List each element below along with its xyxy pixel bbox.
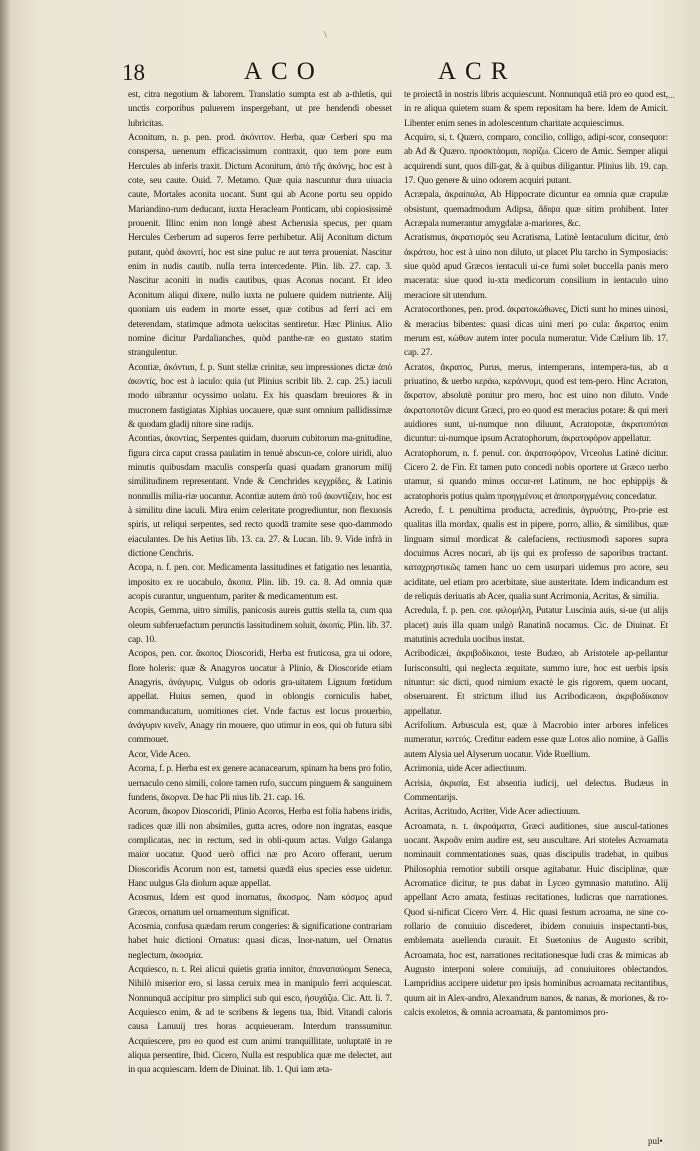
entry-acopos: Acopos, pen. cor. ἄκοπος Dioscoridi, Herba est fruticosa, gra ui odore, flore holeris: quæ & Anagyros uocatur à Plinio, & Dioscoride etiam Anagyris, ἀνάγυρις. Vulgus ob odoris gra-uitatem Lignum fœtidum appellat. Huius semen, quod in oblongis corniculis habet, commanducatum, uomitiones ciet. Vnde factus est locus prouerbio, ἀνάγυριν κινεῖν, Anagy rin mouere, quo utimur in eos, qui ob futura sibi commouet.: [128, 649, 392, 746]
entry-continued: te proiectâ in nostris libris acquiescunt. Nonnunquā etiā pro eo quod est, in re aliqua quietem suam & spem repositam ha bere. Idem de Amicit. Libenter enim senes in adolescentum charitate acquiescimus.: [404, 90, 668, 129]
entry-acosmia: Acosmia, confusa quædam rerum congeries: & significatione contrariam habet huic dictioni Ornatus: quasi dicas, Inor-natum, uel Ornatus neglectum, ἀκοσμία.: [128, 921, 392, 961]
catchword: pul•: [648, 1136, 663, 1146]
entry-acrimonia: Acrimonia, uide Acer adiectiuum.: [404, 764, 527, 775]
right-text-column: [404, 88, 668, 1020]
entry-acosmus: Acosmus, Idem est quod inornatus, ἄκοσμος. Nam κόσμος apud Græcos, ornatum uel ornamentum significat.: [128, 893, 392, 918]
entry-acquiro: Acquiro, si, t. Quæro, comparo, concilio, colligo, adipi-scor, consequor: ab Ad & Quæro. προσκτάομαι, πορίζω. Cicero de Amic. Semper aliqui acquirendi sunt, quos dilī-gat, & à quibus diligantur. Plinius lib. 19. cap. 17. Quo genere & uino odorem acquiri putant.: [404, 133, 668, 187]
entry-acroamata: Acroamata, n. t. ἀκροάματα, Græci auditiones, siue auscul-tationes uocant. Ἀκροᾶν enim audire est, seu auscultare. Ari stoteles Acroamata nominauit commentationes suas, quas discipulis tradebat, in quibus Philosophia remotior subtili orsque agitabatur. Huic disciplinæ, quæ Acromatice dicitur, te pus dabat in Lyceo gymnasio matutino. Alij appellant Acro amata, festiuas recitationes, ludicras que narrationes. Quod si-nificat Cicero Verr. 4. Hic quasi festum acroama, ne sine co-rollario de conuiuio discederet, ibidem conuiuis inspectanti-bus, emblemata auellenda curauit. Et Suetonius de Augusto scribit, Acroamata, hoc est, narrationes recitationesque ludi cras & mimicas ab Augusto interponi solere conuiuijs, ad conuiuitores oblectandos. Lampridius accipere uidetur pro ipsis hominibus acroamata recitantibus, quum ait in Alex-andro, Alexandrum nanos, & nanas, & moriones, & ro-calcis exoletos, & omnia acroamata, & pantomimos pro-: [404, 821, 668, 1018]
left-text-column: [128, 88, 392, 1078]
entry-acratocorthones: Acratocorthones, pen. prod. ἀκρατοκώθωνες, Dicti sunt ho mines uinosi, & meracius bibentes: quasi dicas uini meri po cula: ἄκρατος enim merum est, κώθων autem inter pocula numeratur. Vide Cælium lib. 17. cap. 27.: [404, 305, 668, 359]
entry-acratophorum: Acratophorum, n. f. penul. cor. ἀκρατοφόρον, Vrceolus Latinè dicitur. Cicero 2. de Fin. Et tamen puto concedi nobis oportere ut Græco uerbo utamur, si quando minus occur-ret Latinum, ne hoc ephippijs & acratophoris potius quàm προηγμένοις et ἀποπροηγμένοις concedatur.: [404, 448, 668, 502]
entry-acrifolium: Acrifolium. Arbuscula est, quæ à Macrobio inter arbores infelices numeratur, κοττός. Creditur eadem esse quæ Lotos alio nomine, à Gallis autem Alysia uel Alyserum uocatur. Vide Ruellium.: [404, 721, 668, 760]
top-mark: \: [324, 30, 327, 41]
entry-acribodicaei: Acribodicæi, ἀκριβοδίκαιοι, teste Budæo, ab Aristotele ap-pellantur Iurisconsulti, qui neglecta æquitate, summo iure, hoc est uerbis ipsis nituntur: sic dicti, quod nimium exactè le gis rigorem, quem uocant, obseruarent. Et strictum illud ius Acribodicæon, ἀκριβοδίκαιον appellatur.: [404, 649, 668, 717]
entry-acredula: Acredula, f. p. pen. cor. φιλομήλη, Putatur Luscinia auis, si-ue (ut alijs placet) auis illa quam uulgò Ranatinā nocamus. Cic. de Diuinat. Et matutinis acredula uocibus instat.: [404, 606, 668, 646]
margin-mark: ...: [668, 90, 675, 100]
entry-paragraph: est, citra negotium & laborem. Translatio sumpta est ab a-thletis, qui unctis corporibus puluerem inspergebant, ut pre hendendi obesset lubricitas.: [128, 90, 392, 129]
page-number: 18: [122, 60, 145, 85]
entry-acredo: Acredo, f. t. penultima producta, acredinis, ἀγρυότης, Pro-prie est qualitas illa mordax, qualis est in pipere, porro, allio, & similibus, quæ linguam simul mordicat & calefaciens, rectiusmodi sapores supra docuimus Acres nocari, ab ijs qui ex professo de saporibus tractant. καταχρηστικῶς tamen hanc uo cem usurpari uidemus pro acore, seu aciditate, uel etiam pro acerbitate, siue austeritate. Idem indicandum est de reliquis deriuatis ab Acer, qualia sunt Acrimonia, Acritas, & similia.: [404, 505, 668, 603]
running-head-right: ACR: [438, 58, 517, 85]
running-head-left: ACO: [244, 58, 324, 85]
entry-acontias: Acontias, ἀκοντίας, Serpentes quidam, duorum cubitorum ma-gnitudine, figura circa caput crassa paulatim in tenuè abscun-ce, colore uiridi, aluo minutis quibusdam maculis consperſa quasi quadam granorum milij similitudinem representant. Vnde & Cenchrides κεγχρίδες, & Latinis nonnullis milia-riæ uocantur. Acontiæ autem ἀπὸ τοῦ ἀκοντίζειν, hoc est à similitu dine iaculi. Mira enim celeritate progrediuntur, non flexuosis spiris, ut reliqui serpentes, sed recto quodā tramite sese quo-dammodo eiaculantes. De his Aetius lib. 13. ca. 27. & Lucan. lib. 9. Vide infrà in dictione Cenchris.: [128, 434, 392, 559]
entry-acopa: Acopa, n. f. pen. cor. Medicamenta lassitudines et fatigatio nes leuantia, imposito ex re uocabulo, ἄκοπα. Plin. lib. 19. ca. 8. Ad omnia quæ acopis curantur, unguentum, pariter & medicamentum est.: [128, 563, 392, 603]
entry-acratos: Acratos, ἄκρατος, Purus, merus, intemperans, intempera-tus, ab α priuatino, & uerbo κεράω, κεράννυμι, quod est tem-pero. Hinc Acraton, ἄκρατον, absolutè ponitur pro mero, hoc est uino non diluto. Vnde ἀκρατοποτῶν dicunt Græci, pro eo quod est meracius potare: & qui meri auidiores sunt, ui-numque non diluunt, Acratopotæ, ἀκρατοπόται dicuntur: ui-numque ipsum Acratophorum, ἀκρατοφόρον appellatur.: [404, 362, 668, 445]
entry-acontiae: Acontiæ, ἀκόντιαι, f. p. Sunt stellæ crinitæ, seu impressiones dictæ ἀπὸ ἀκοντίς, hoc est à iaculo: quia (ut Plinius scribit lib. 2. cap. 25.) iaculi modo uibrantur ocyssimo uolatu. Ex his quasdam breuiores & in mucronem fastigiatas Xiphias uocauere, quæ sunt omnium pallidissimæ & quodam gladij nitore sine radijs.: [128, 362, 392, 430]
entry-acraepala: Acræpala, ἀκραίπαλα, Ab Hippocrate dicuntur ea omnia quæ crapulæ obsistunt, quemadmodum Adipsa, ἄδιψα quæ sitim prohibent. Inter Acræpala numerantur amygdalæ a-mariores, &c.: [404, 190, 668, 230]
entry-acorum: Acorum, ἄκορον Dioscoridi, Plinio Acoros, Herba est folia habens iridis, radices quæ illi non absimiles, gutta acres, odore non ingratas, easque complicatas, nec in rectum, sed in obli-quum actas. Vulgo Galanga maior uocatur. Quod uerò offici næ pro Acoro offerant, uerum Dioscoridis Acorum non est, tametsi quædā eius species esse uidetur. Hanc uulgus Gla diolum aquæ appellat.: [128, 807, 392, 889]
entry-acratismus: Acratismus, ἀκρατισμός seu Acratisma, Latinè Ientaculum dicitur, ἀπὸ ἀκράτου, hoc est à uino non diluto, ut placet Plu tarcho in Symposiacis: siue quòd apud Græcos ientaculi ui-ce fumi solet buccella panis mero macerata: siue quod iu-xta medicorum consilium in ientaculo uino meraciore sit utendum.: [404, 233, 668, 301]
entry-aconitum: Aconitum, n. p. pen. prod. ἀκόνιτον. Herba, quæ Cerberi spu ma conspersa, uenenum efficacissimum contraxit, quo tem pore eum Hercules ab inferis traxit. Dictum Aconitum, ἀπὸ τῆς ἀκόνης, hoc est à cote, seu caute. Ouid. 7. Metamo. Quæ quia nascuntur dura uiuacia caute, Mortales aconita uocant. Sunt qui ab Acone portu seu oppido Mariandino-rum deducant, iuxta Heracleam Ponticam, ubi copiosissimè prouenit. Illinc enim non longè abest Acherusia specus, per quam Hercules Cerberum ad superos ferre perhibetur. Alij Aconitum dictum putant, quòd ἀκονιτί, hoc est sine puluc re aut terra proueniat. Nascitur enim in nudis cautib. nulla terra intercedente. Plin. lib. 27. cap. 3. Nascitur aconiti in nudis cautibus, quas Aconas nocant. Et ideo Aconitum aliqui dixere, nullo iuxta ne puluere quidem nutriente. Alij quoniam uis eadem in morte esset, quæ cotibus ad ferri aci em deterendam, statimque admota uelocitas sentiretur. Hæc Plinius. Alio nomine dicitur Pardalianches, quòd panthe-ræ eo gustato statim strangulentur.: [128, 133, 392, 359]
entry-acritas: Acritas, Acritudo, Acriter, Vide Acer adiectiuum.: [404, 807, 581, 818]
entry-acrisia: Acrisia, ἀκρισία, Est absentia iudicij, uel delectus. Budæus in Commentarijs.: [404, 778, 668, 803]
entry-acopis: Acopis, Gemma, uitro similis, panicosis aureis guttis stella ta, cum qua oleum subferuefactum perunctis lassitudinem soluit, ἀκοπίς. Plin. lib. 37. cap. 10.: [128, 606, 392, 646]
entry-acquiesco: Acquiesco, n. t. Rei alicui quietis gratia innitor, ἐπαναπαύομαι Seneca, Nihilò miserior ero, si lassa ceruix mea in manipulo ferri acquiescat. Nonnunquā accipitur pro simplici sub qui esco, ἡσυχάζω. Cic. Att. li. 7. Acquiesco enim, & ad te scribens & legens tua, Ibid. Vitandi caloris causa Lanuuij tres horas acquieueram. Interdum transsumitur. Acquiescere, pro eo quod est cum animi tranquillitate, uoluptatē in re aliqua persentire, Ibid. Cicero, Nulla est respublica quæ me delectet, aut in qua acquiescam. Idem de Diuinat. lib. 1. Qui iam æta-: [128, 964, 392, 1076]
page-spine-shadow: [0, 0, 10, 1151]
entry-acor: Acor, Vide Aceo.: [128, 749, 191, 760]
entry-acorna: Acorna, f. p. Herba est ex genere acanacearum, spinam ha bens pro folio, uernaculo ceno simili, colore tamen rufo, succum pinguem & sanguinem fundens, ἄκορνα. De hac Pli nius lib. 21. cap. 16.: [128, 764, 392, 803]
